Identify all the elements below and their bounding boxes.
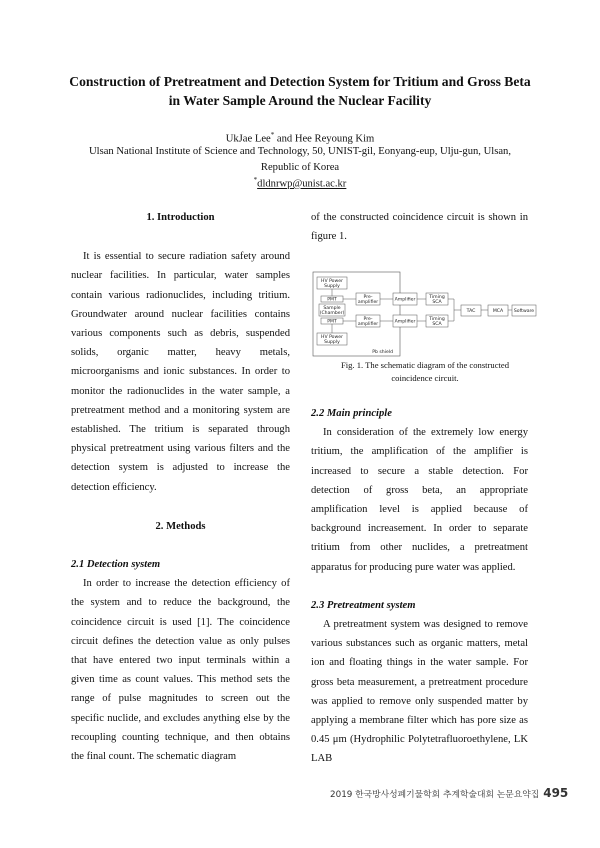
pb-shield-label: Pb shield xyxy=(372,350,393,355)
pmt-bottom-label: PMT xyxy=(327,319,337,325)
author-first: UkJae Lee xyxy=(225,133,271,145)
coincidence-circuit-diagram xyxy=(311,270,537,358)
footer-text: 2019 한국방사성폐기물학회 추계학술대회 논문요약집 xyxy=(330,790,540,800)
email-mark: * xyxy=(253,176,258,184)
preamp-top-label-1: Pre- xyxy=(363,295,373,300)
timing-top-label-1: Timing xyxy=(429,295,445,300)
sample-label-1: Sample xyxy=(323,306,341,311)
right-column-bottom xyxy=(311,404,528,769)
methods-heading: 2. Methods xyxy=(155,520,206,532)
amplifier-bottom-label: Amplifier xyxy=(394,319,416,325)
page-footer xyxy=(330,786,569,800)
detection-text: In order to increase the detection efficiency of the system and to reduce the background, the coincidence circuit is used [1]. The coincidence circuit defines the detection value as only pulses that have entered two input terminals within a given time as count values. This method sets the range of pulse magnitudes to screen out the specific nuclide, and excludes anything else by the recoupling counting technique, and then obtains the final count. The schematic diagram xyxy=(71,578,290,763)
paper-title xyxy=(40,72,560,110)
intro-heading: 1. Introduction xyxy=(146,212,215,223)
principle-text: In consideration of the extremely low energy tritium, the amplification of the amplifier is increased to secure a stable detection. For detection of gross beta, an appropriate amplification level is applied because of background increasement. In order to separate tritium from other nuclides, a pretreatment apparatus for producing pure water was applied. xyxy=(311,427,528,573)
amplifier-top-label: Amplifier xyxy=(394,297,416,303)
title-line-1: Construction of Pretreatment and Detection System for Tritium and Gross Beta xyxy=(69,74,531,89)
hv-bottom-label-2: Supply xyxy=(324,340,340,345)
corresponding-mark: * xyxy=(270,131,275,139)
tac-label: TAC xyxy=(466,309,476,314)
email-link[interactable]: dldnrwp@unist.ac.kr xyxy=(257,178,347,190)
affiliation-line-2: Republic of Korea xyxy=(260,162,340,173)
principle-heading: 2.2 Main principle xyxy=(311,408,392,419)
timing-bottom-label-2: SCA xyxy=(432,322,442,327)
left-column xyxy=(71,208,290,766)
hv-top-label-1: HV Power xyxy=(321,279,343,284)
right-column-top xyxy=(311,208,528,246)
page-number: 495 xyxy=(543,786,569,800)
hv-top-label-2: Supply xyxy=(324,284,340,289)
email-line xyxy=(200,173,400,192)
author-rest: and Hee Reyoung Kim xyxy=(274,133,375,145)
detection-heading: 2.1 Detection system xyxy=(71,559,161,571)
sample-label-2: (Chamber) xyxy=(319,311,345,316)
intro-text: It is essential to secure radiation safety around nuclear facilities. In particular, water samples contain various radionuclides, including tritium. Groundwater around nuclear facilities contains various components such as debris, suspended solids, organic matter, heavy metals, microorganisms and ionic substances. In order to monitor the radionuclides in the water sample, a pretreatment method and a monitoring system are established. The tritium is separated through physical pretreatment using various filters and the detection system is adjusted to increase the detection efficiency. xyxy=(71,251,290,493)
figure-caption xyxy=(320,359,530,385)
mca-label: MCA xyxy=(492,309,504,314)
hv-bottom-label-1: HV Power xyxy=(321,335,343,340)
pretreat-text: A pretreatment system was designed to remove various substances such as organic matters, metal ion and floating things in the water sample. For gross beta measurement, a pretreatment procedure was applied to remove only suspended matter by applying a membrane filter which has pore size as 0.45 μm (Hydrophilic Polytetrafluoroethylene, LK LAB xyxy=(311,619,528,765)
preamp-bottom-label-2: amplifier xyxy=(357,322,379,327)
timing-bottom-label-1: Timing xyxy=(429,317,445,322)
timing-top-label-2: SCA xyxy=(432,300,442,305)
affiliation-line-1: Ulsan National Institute of Science and Technology, 50, UNIST-gil, Eonyang-eup, Ulju-gun, Ulsan, xyxy=(89,146,511,157)
pretreat-heading: 2.3 Pretreatment system xyxy=(311,599,416,611)
detection-text-cont: of the constructed coincidence circuit is shown in figure 1. xyxy=(311,212,528,243)
preamp-bottom-label-1: Pre- xyxy=(363,317,373,322)
caption-line-2: coincidence circuit. xyxy=(391,373,459,383)
pmt-top-label: PMT xyxy=(327,297,337,303)
title-line-2: in Water Sample Around the Nuclear Facility xyxy=(168,93,432,108)
caption-line-1: Fig. 1. The schematic diagram of the constructed xyxy=(340,360,510,370)
affiliation xyxy=(60,144,540,176)
software-label: Software xyxy=(513,309,535,314)
preamp-top-label-2: amplifier xyxy=(357,300,379,305)
